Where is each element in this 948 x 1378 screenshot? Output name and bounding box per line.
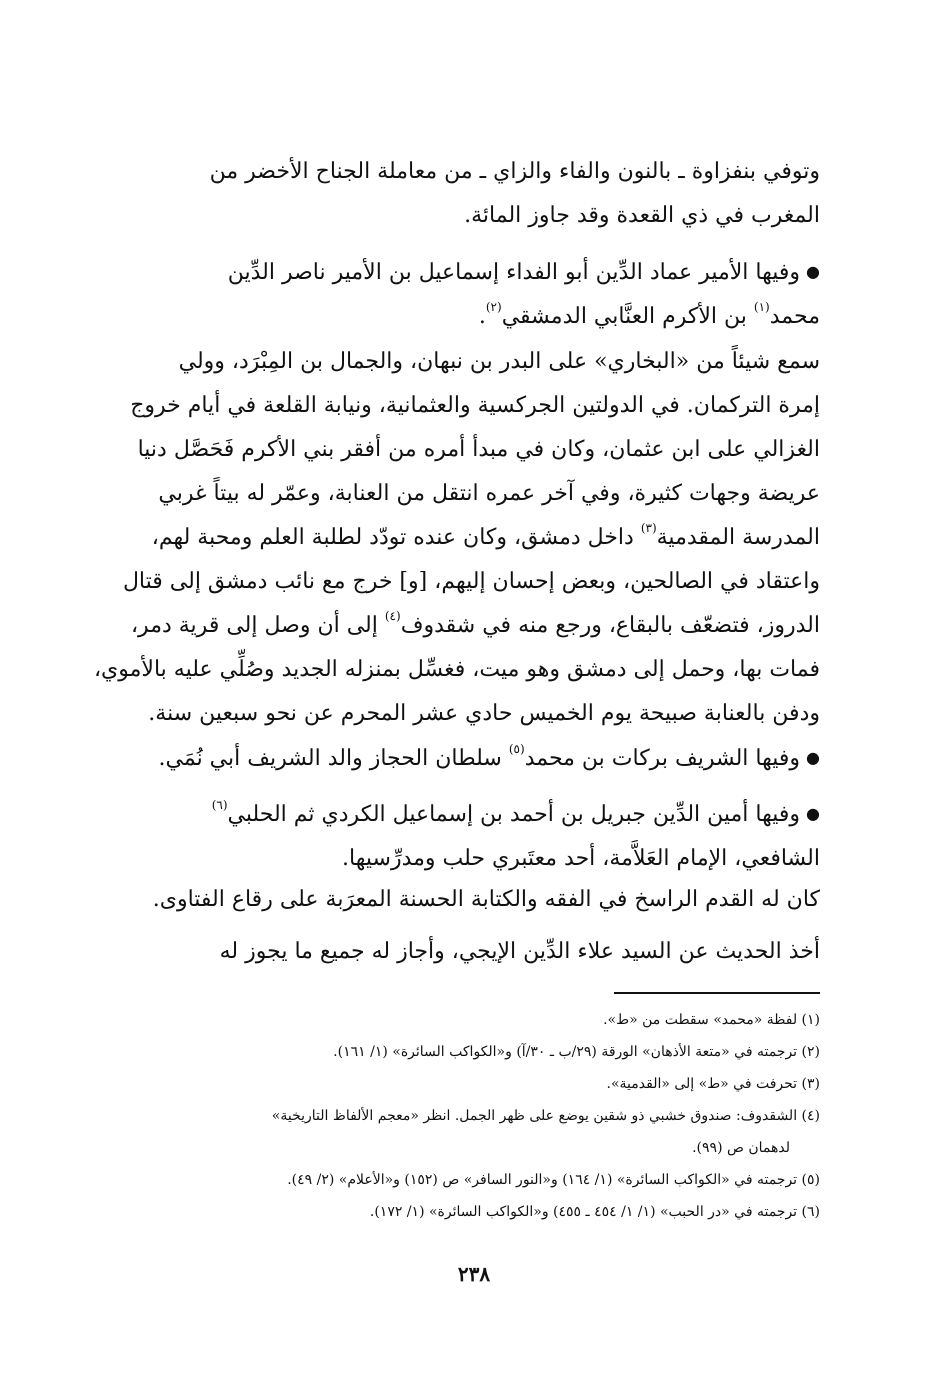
paragraph-2-entry bbox=[80, 250, 820, 339]
footnote-ref-5: (٥) bbox=[508, 742, 525, 756]
footnote-4-continuation: لدهمان ص (٩٩). bbox=[692, 1140, 790, 1156]
paragraph-3-line-4: عريضة وجهات كثيرة، وفي آخر عمره انتقل من العنابة، وعمّر له بيتاً غربي bbox=[158, 481, 820, 506]
paragraph-3-line-7-continuation: إلى أن وصل إلى قرية دمر، bbox=[130, 613, 385, 638]
bullet-icon: ● bbox=[806, 804, 820, 823]
paragraph-3-line-6: واعتقاد في الصالحين، وبعض إحسان إليهم، [و] خرج مع نائب دمشق إلى قتال bbox=[122, 569, 820, 594]
footnote-ref-1: (١) bbox=[753, 300, 770, 314]
footnote-ref-2: (٢) bbox=[485, 300, 502, 314]
paragraph-3 bbox=[80, 340, 820, 736]
paragraph-3-line-5-text: المدرسة المقدمية bbox=[656, 525, 820, 550]
paragraph-3-line-7 bbox=[80, 604, 820, 648]
bullet-icon: ● bbox=[806, 748, 820, 767]
footnote-3: (٣) تحرفت في «ط» إلى «القدمية». bbox=[606, 1076, 820, 1092]
paragraph-5-line-2: الشافعي، الإمام العَلاَّمة، أحد معتَبري حلب ومدرِّسيها. bbox=[342, 846, 820, 871]
paragraph-4-line-1-text: وفيها الشريف بركات بن محمد bbox=[524, 746, 801, 771]
paragraph-1-line-1: وتوفي بنفزاوة ـ بالنون والفاء والزاي ـ من معاملة الجناح الأخضر من bbox=[209, 159, 820, 184]
paragraph-5-line-1 bbox=[80, 792, 820, 837]
footnote-separator bbox=[614, 992, 820, 994]
paragraph-1 bbox=[80, 150, 820, 238]
footnote-ref-3: (٣) bbox=[640, 521, 657, 535]
paragraph-6 bbox=[80, 878, 820, 922]
entry-name-text: محمد bbox=[769, 304, 820, 329]
paragraph-3-line-5-continuation: داخل دمشق، وكان عنده تودّد لطلبة العلم ومحبة لهم، bbox=[151, 525, 641, 550]
bullet-icon: ● bbox=[806, 262, 820, 281]
footnote-ref-4: (٤) bbox=[384, 609, 401, 623]
paragraph-4-line-1 bbox=[80, 736, 820, 781]
footnote-6: (٦) ترجمته في «در الحبب» (١/ ١/ ٤٥٤ ـ ٤٥٥) و«الكواكب السائرة» (١/ ١٧٢). bbox=[369, 1204, 820, 1220]
page-number: ٢٣٨ bbox=[457, 1262, 491, 1286]
paragraph-2-line-1-text: وفيها الأمير عماد الدِّين أبو الفداء إسماعيل بن الأمير ناصر الدِّين bbox=[227, 260, 801, 285]
paragraph-3-line-7-text: الدروز، فتضعّف بالبقاع، ورجع منه في شقدوف bbox=[400, 613, 820, 638]
paragraph-3-line-5 bbox=[80, 516, 820, 560]
paragraph-3-line-9: ودفن بالعنابة صبيحة يوم الخميس حادي عشر المحرم عن نحو سبعين سنة. bbox=[148, 701, 820, 726]
paragraph-5-entry bbox=[80, 792, 820, 881]
paragraph-7 bbox=[80, 930, 820, 974]
paragraph-4-line-1-continuation: سلطان الحجاز والد الشريف أبي نُمَي. bbox=[158, 746, 509, 771]
paragraph-5-line-1-text: وفيها أمين الدِّين جبريل بن أحمد بن إسماعيل الكردي ثم الحلبي bbox=[227, 802, 801, 827]
paragraph-1-line-2: المغرب في ذي القعدة وقد جاوز المائة. bbox=[464, 203, 820, 228]
paragraph-6-line-1: كان له القدم الراسخ في الفقه والكتابة الحسنة المعرَبة على رقاع الفتاوى. bbox=[152, 887, 820, 912]
paragraph-4-entry bbox=[80, 736, 820, 781]
entry-name-continuation: بن الأكرم العنَّابي الدمشقي bbox=[501, 304, 754, 329]
paragraph-3-line-1: سمع شيئاً من «البخاري» على البدر بن نبهان، والجمال بن المِبْرَد، وولي bbox=[178, 349, 820, 374]
paragraph-7-line-1: أخذ الحديث عن السيد علاء الدِّين الإيجي، وأجاز له جميع ما يجوز له bbox=[219, 939, 820, 964]
paragraph-3-line-8: فمات بها، وحمل إلى دمشق وهو ميت، فغسِّل بمنزله الجديد وصُلِّي عليه بالأموي، bbox=[93, 657, 820, 682]
footnote-5: (٥) ترجمته في «الكواكب السائرة» (١/ ١٦٤) و«النور السافر» ص (١٥٢) و«الأعلام» (٢/ ٤٩). bbox=[287, 1172, 820, 1188]
paragraph-2-line-2 bbox=[80, 295, 820, 339]
footnote-1: (١) لفظة «محمد» سقطت من «ط». bbox=[603, 1012, 820, 1028]
footnotes bbox=[80, 1004, 820, 1228]
footnote-ref-6: (٦) bbox=[211, 798, 228, 812]
paragraph-3-line-2: إمرة التركمان. في الدولتين الجركسية والعثمانية، ونيابة القلعة في أيام خروج bbox=[130, 393, 820, 418]
footnote-4: (٤) الشقدوف: صندوق خشبي ذو شقين يوضع على ظهر الجمل. انظر «معجم الألفاظ التاريخية» bbox=[271, 1108, 820, 1124]
paragraph-3-line-3: الغزالي على ابن عثمان، وكان في مبدأ أمره من أفقر بني الأكرم فَحَصَّل دنيا bbox=[137, 437, 820, 462]
entry-period: . bbox=[478, 304, 486, 329]
footnote-2: (٢) ترجمته في «متعة الأذهان» الورقة (٢٩/ب ـ ٣٠/آ) و«الكواكب السائرة» (١/ ١٦١). bbox=[333, 1044, 820, 1060]
paragraph-2-line-1 bbox=[80, 250, 820, 295]
